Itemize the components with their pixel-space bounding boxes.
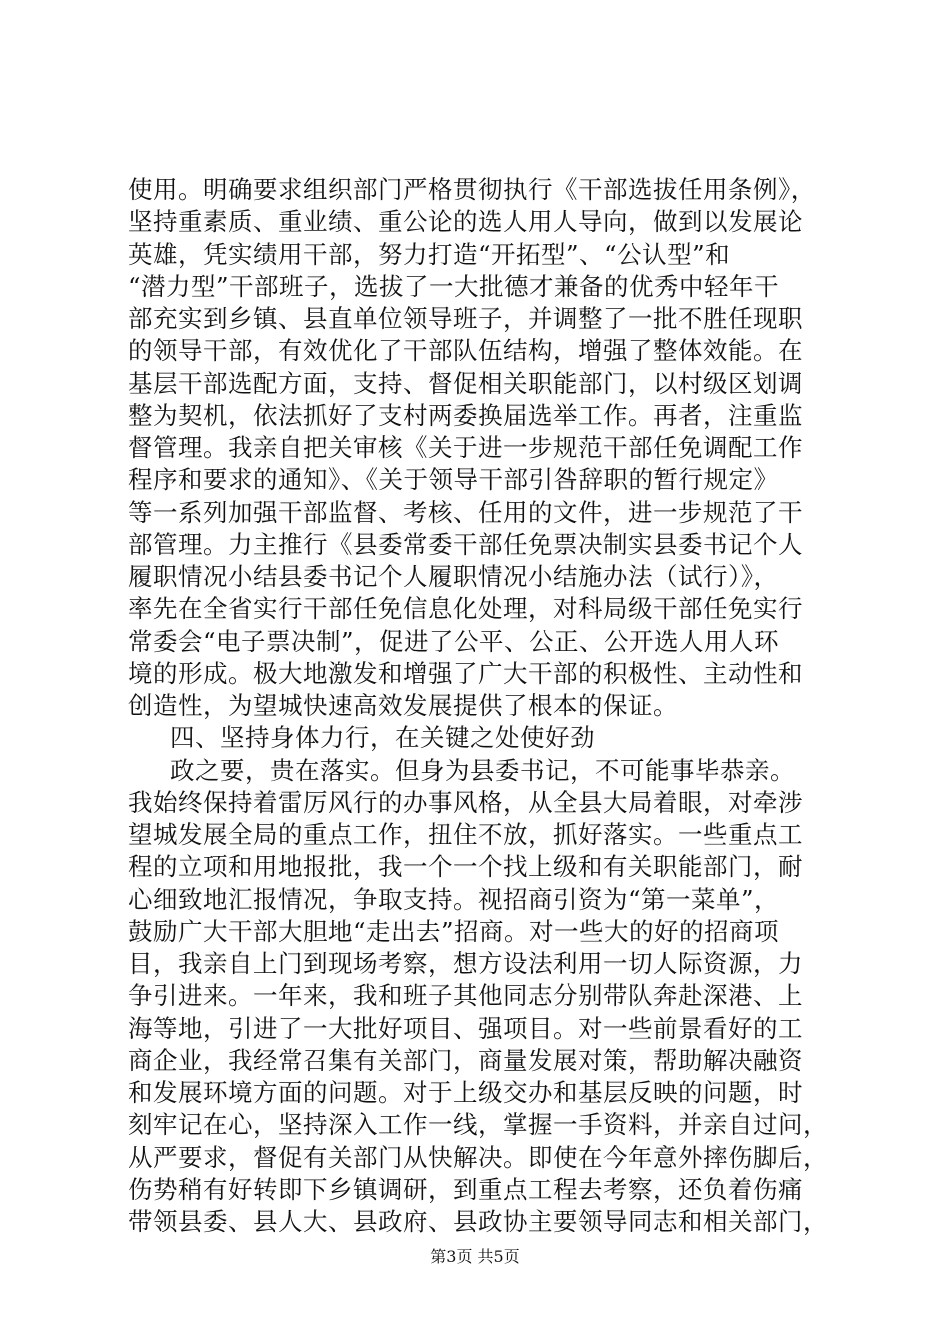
body-line: 境的形成。极大地激发和增强了广大干部的积极性、主动性和 (128, 659, 803, 688)
body-line: 从严要求，督促有关部门从快解决。即使在今年意外摔伤脚后， (128, 1143, 828, 1172)
body-line: 基层干部选配方面，支持、督促相关职能部门，以村级区划调 (128, 369, 803, 398)
body-line: 望城发展全局的重点工作，扭住不放，抓好落实。一些重点工 (128, 820, 803, 849)
body-line: 心细致地汇报情况，争取支持。视招商引资为“第一菜单”， (128, 885, 780, 914)
body-line: 等一系列加强干部监督、考核、任用的文件，进一步规范了干 (128, 498, 803, 527)
body-line: 商企业，我经常召集有关部门，商量发展对策，帮助解决融资 (128, 1046, 803, 1075)
body-line: 率先在全省实行干部任免信息化处理，对科局级干部任免实行 (128, 594, 803, 623)
body-line: 创造性，为望城快速高效发展提供了根本的保证。 (128, 691, 678, 720)
body-line: 整为契机，依法抓好了支村两委换届选举工作。再者，注重监 (128, 401, 803, 430)
body-line: 争引进来。一年来，我和班子其他同志分别带队奔赴深港、上 (128, 981, 803, 1010)
body-line: 坚持重素质、重业绩、重公论的选人用人导向，做到以发展论 (128, 207, 803, 236)
body-line: 刻牢记在心，坚持深入工作一线，掌握一手资料，并亲自过问， (128, 1110, 828, 1139)
body-line: “潜力型”干部班子，选拔了一大批德才兼备的优秀中轻年干 (128, 272, 780, 301)
body-line: 程的立项和用地报批，我一个一个找上级和有关职能部门，耐 (128, 852, 803, 881)
body-line: 伤势稍有好转即下乡镇调研，到重点工程去考察，还负着伤痛 (128, 1175, 803, 1204)
body-line: 督管理。我亲自把关审核《关于进一步规范干部任免调配工作 (128, 433, 803, 462)
body-line: 常委会“电子票决制”，促进了公平、公正、公开选人用人环 (128, 627, 780, 656)
body-line: 使用。明确要求组织部门严格贯彻执行《干部选拔任用条例》， (128, 175, 816, 204)
page-footer: 第3页 共5页 (430, 1247, 520, 1266)
body-line: 部充实到乡镇、县直单位领导班子，并调整了一批不胜任现职 (128, 304, 803, 333)
body-line: 带领县委、县人大、县政府、县政协主要领导同志和相关部门， (128, 1207, 828, 1236)
body-line: 部管理。力主推行《县委常委干部任免票决制实县委书记个人 (128, 530, 803, 559)
body-line: 履职情况小结县委书记个人履职情况小结施办法（试行）》， (128, 562, 779, 591)
body-line: 鼓励广大干部大胆地“走出去”招商。对一些大的好的招商项 (128, 917, 780, 946)
body-line: 海等地，引进了一大批好项目、强项目。对一些前景看好的工 (128, 1014, 803, 1043)
section-heading: 四、坚持身体力行，在关键之处使好劲 (170, 723, 595, 752)
body-line: 和发展环境方面的问题。对于上级交办和基层反映的问题，时 (128, 1078, 803, 1107)
body-line: 目，我亲自上门到现场考察，想方设法利用一切人际资源，力 (128, 949, 803, 978)
body-line: 程序和要求的通知》、《关于领导干部引咎辞职的暂行规定》 (128, 465, 779, 494)
body-line: 英雄，凭实绩用干部，努力打造“开拓型”、“公认型”和 (128, 240, 731, 269)
body-line: 的领导干部，有效优化了干部队伍结构，增强了整体效能。在 (128, 336, 803, 365)
body-line: 我始终保持着雷厉风行的办事风格，从全县大局着眼，对牵涉 (128, 788, 803, 817)
paragraph-start-line: 政之要，贵在落实。但身为县委书记，不可能事毕恭亲。 (170, 756, 795, 785)
